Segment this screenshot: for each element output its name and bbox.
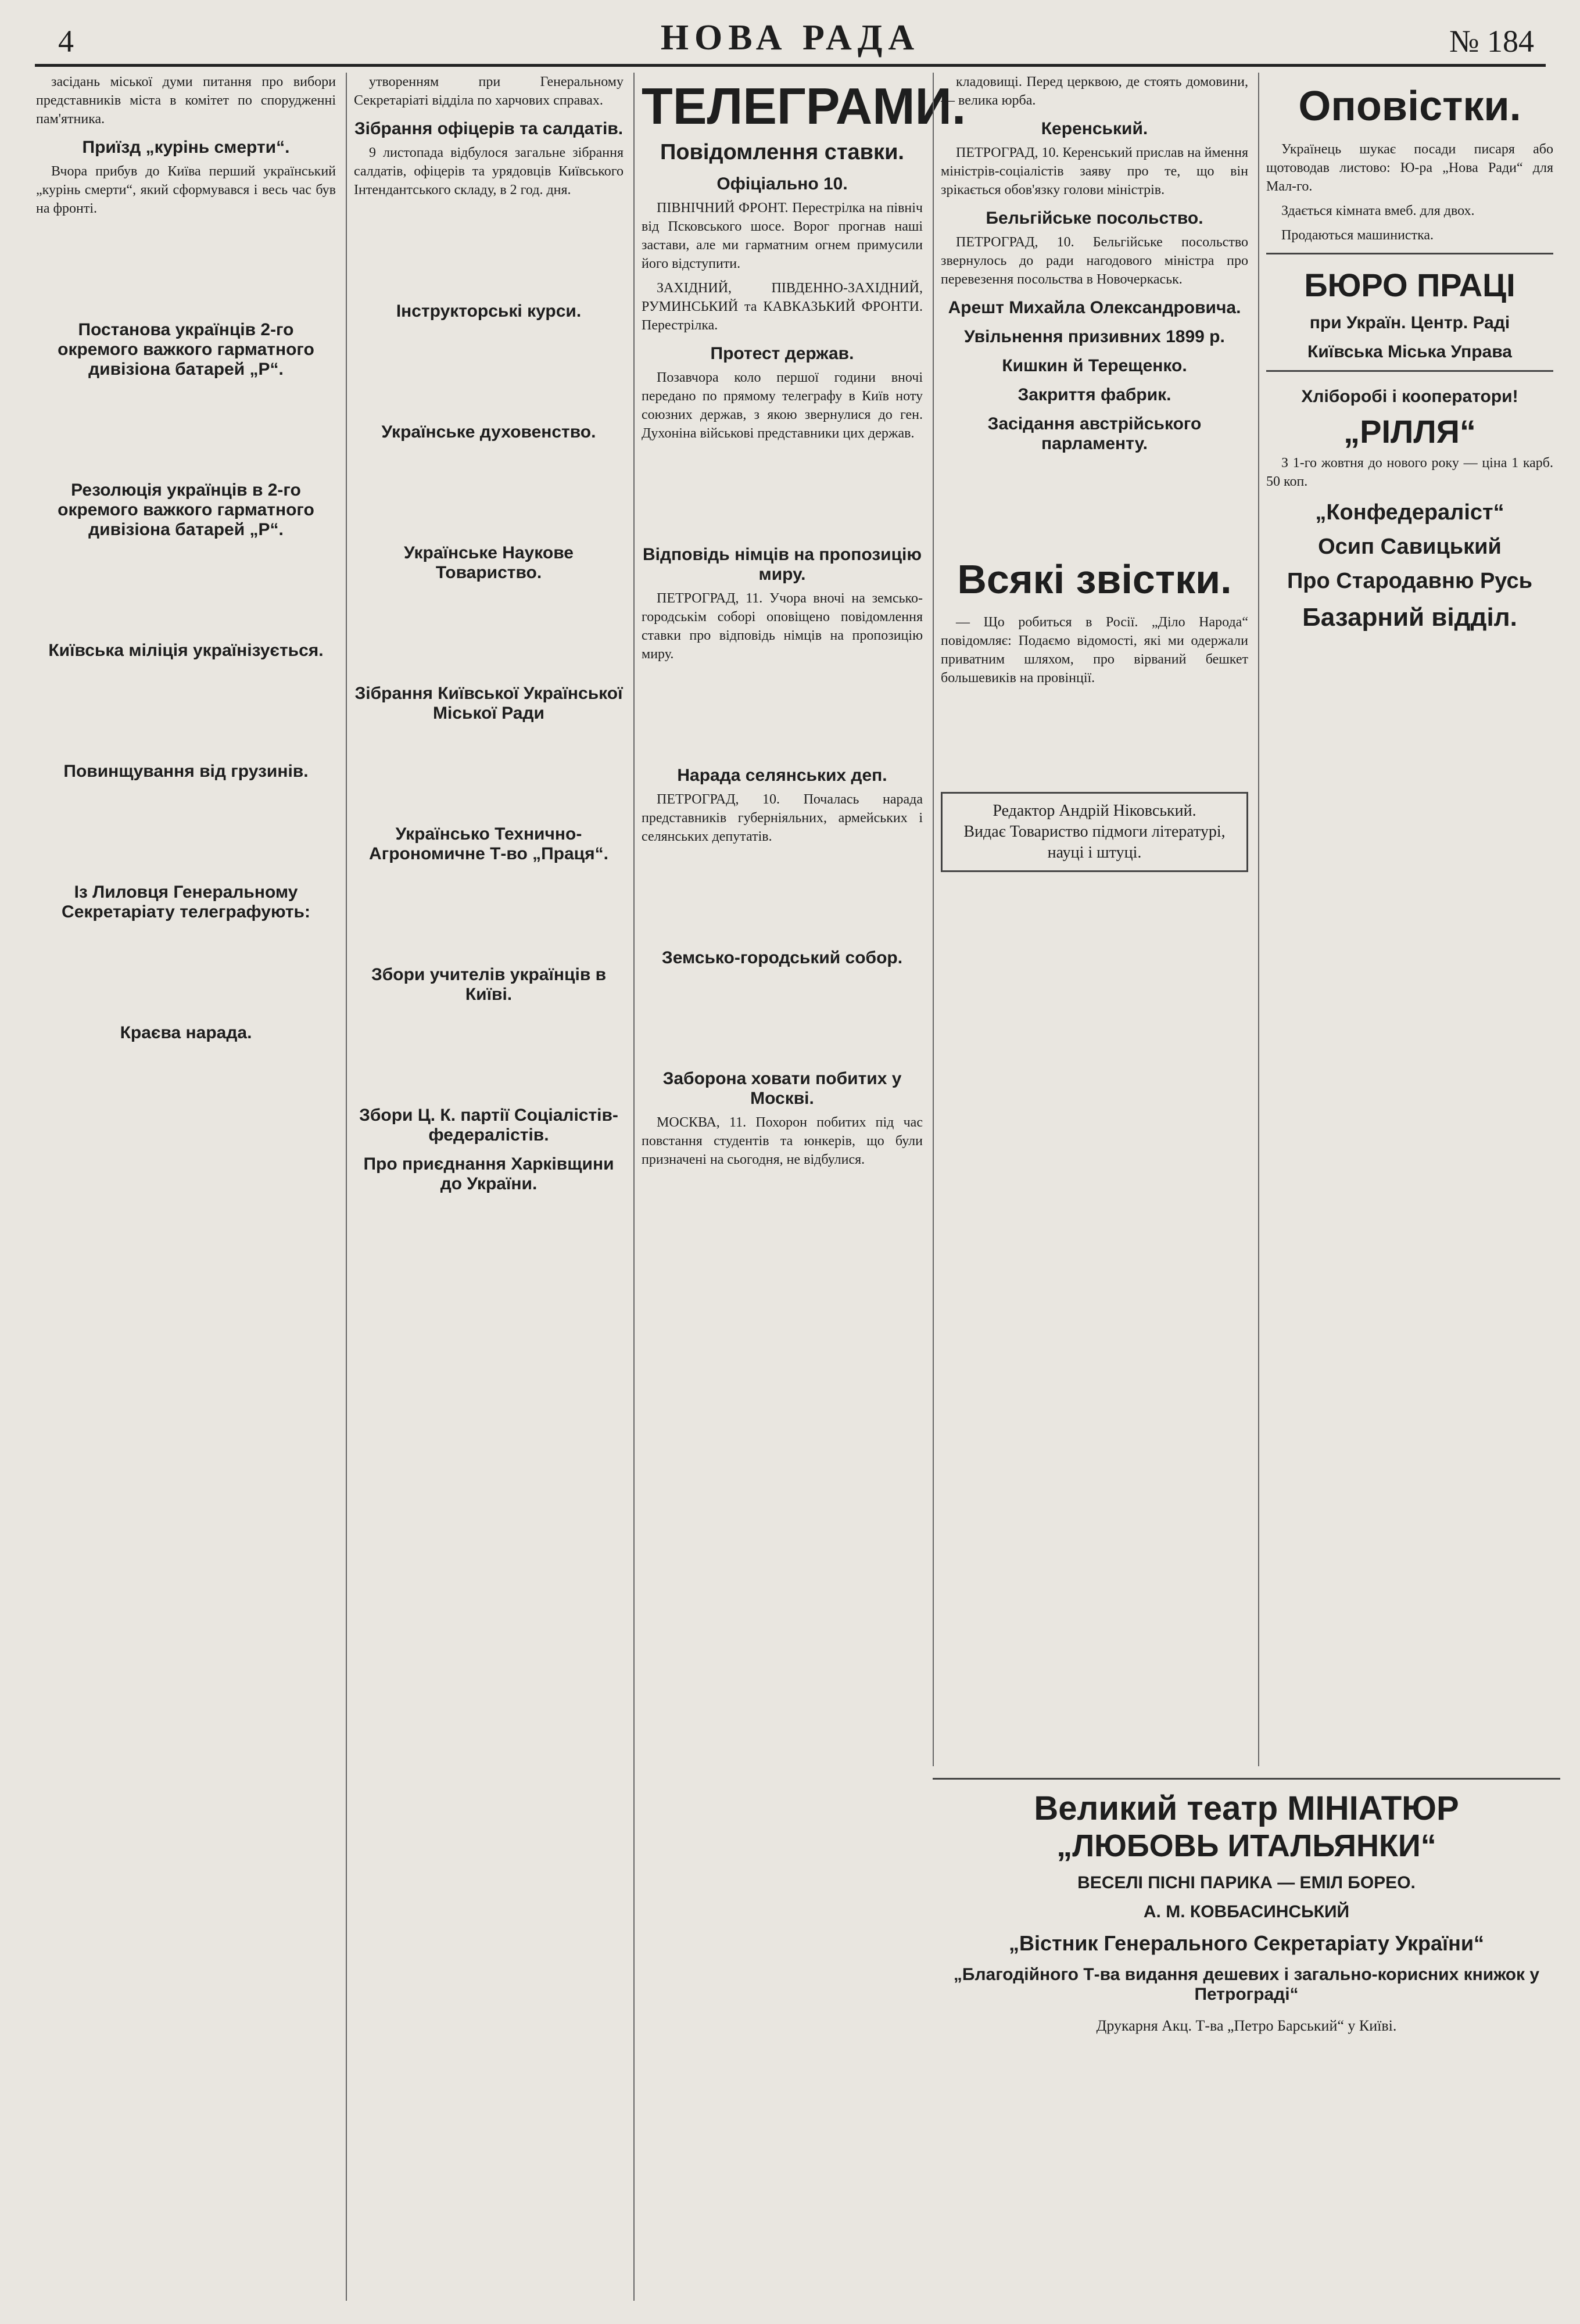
article-text: МОСКВА, 11. Похорон побитих під час повстання студентів та юнкерів, що були призначені на сьогодня, не відбулися.	[642, 1115, 923, 1167]
article-heading: Про приєднання Харківщини до України.	[363, 1154, 614, 1193]
article-heading: Протест держав.	[710, 344, 854, 363]
article-text: ПІВНІЧНИЙ ФРОНТ. Перестрілка на північ від Псковського шосе. Ворог прогнав наші застави, але ми гарматним огнем примусили його відступити.	[642, 200, 923, 271]
article-heading: Земсько-городський собор.	[661, 948, 903, 967]
article-heading: Осип Савицький	[1318, 535, 1502, 559]
article-heading: Українсько Технично-Агрономичне Т-во „Праця“.	[369, 824, 608, 863]
article-heading: Із Лиловця Генеральному Секретаріату телеграфують:	[62, 883, 310, 921]
column-2	[346, 73, 630, 2301]
article-text: Позавчора коло першої години вночі передано по прямому телеграфу в Київ ноту союзних держав, з якою звернулися до ген. Духоніна військові представники цих держав.	[642, 370, 923, 441]
omitted-text-block	[354, 728, 624, 815]
omitted-text-block	[354, 447, 624, 534]
article-text: ЗАХІДНИЙ, ПІВДЕННО-ЗАХІДНИЙ, РУМИНСЬКИЙ та КАВКАЗЬКИЙ ФРОНТИ. Перестрілка.	[642, 281, 923, 333]
article-text: ПЕТРОГРАД, 11. Учора вночі на земсько-городськім соборі оповіщено повідомлення ставки про відповідь німців на пропозицію миру.	[642, 591, 923, 662]
column-3	[633, 73, 966, 2301]
omitted-text-block	[642, 669, 923, 756]
article-heading: Закриття фабрик.	[1017, 385, 1171, 404]
article-heading: Про Стародавню Русь	[1287, 569, 1532, 593]
article-text: Вчора прибув до Київа перший український „курінь смерти“, який сформувався і весь час був на фронті.	[36, 164, 336, 216]
omitted-text-block	[941, 458, 1248, 546]
omitted-text-block	[642, 449, 923, 536]
article-heading: Краєва нарада.	[120, 1023, 252, 1042]
issue-number: № 184	[1449, 24, 1534, 59]
article-heading: Арешт Михайла Олександровича.	[948, 298, 1241, 317]
ad-title: БЮРО ПРАЦІ	[1304, 267, 1515, 303]
omitted-text-block	[354, 205, 624, 292]
omitted-text-block	[941, 693, 1248, 780]
article-heading: Київська Міська Управа	[1307, 342, 1512, 361]
omitted-text-block	[36, 224, 336, 311]
news-title: Всякі звістки.	[957, 557, 1232, 602]
article-heading: Інструкторські курси.	[396, 302, 582, 321]
theatre-benefit: А. М. КОВБАСИНСЬКИЙ	[1143, 1902, 1350, 1921]
omitted-text-block	[36, 665, 336, 752]
article-heading: Базарний відділ.	[1302, 603, 1517, 632]
theatre-play: „ЛЮБОВЬ ИТАЛЬЯНКИ“	[1056, 1828, 1436, 1863]
article-heading: Українське Наукове Товариство.	[404, 543, 574, 582]
article-heading: Нарада селянських деп.	[677, 766, 887, 785]
ad-text: З 1-го жовтня до нового року — ціна 1 карб. 50 коп.	[1266, 456, 1553, 489]
omitted-text-block	[36, 927, 336, 1014]
ad-subtitle: Хліборобі і кооператори!	[1301, 387, 1518, 406]
article-heading: Засідання австрійського парламенту.	[987, 414, 1202, 453]
article-heading: „Конфедераліст“	[1315, 500, 1504, 525]
section-subtitle: Повідомлення ставки.	[660, 140, 904, 164]
article-heading: Увільнення призивних 1899 р.	[964, 327, 1225, 346]
herald-title: „Вістник Генерального Секретаріату України“	[1008, 1931, 1484, 1955]
article-heading: Українське духовенство.	[381, 422, 596, 442]
article-heading: Зібрання офіцерів та салдатів.	[354, 119, 624, 138]
article-heading: Офіціально 10.	[716, 174, 848, 193]
omitted-text-block	[354, 1009, 624, 1096]
article-text: 9 листопада відбулося загальне зібрання салдатів, офіцерів та урядовців Київського Інтендантського складу, в 2 год. дня.	[354, 145, 624, 198]
theatre-songs: ВЕСЕЛІ ПІСНІ ПАРИКА — ЕМІЛ БОРЕО.	[1077, 1873, 1416, 1892]
article-text: ПЕТРОГРАД, 10. Бельгійське посольство звернулось до ради нагодового міністра про перевезення посольства в Новочеркаськ.	[941, 235, 1248, 287]
editor-line: Редактор Андрій Ніковський.	[993, 802, 1196, 820]
article-heading: Постанова українців 2-го окремого важкого гарматного дивізіона батарей „Р“.	[58, 320, 314, 379]
page-number: 4	[58, 24, 74, 59]
article-text: ПЕТРОГРАД, 10. Керенський прислав на ймення міністрів-соціалістів заяву про те, що він зрікається обов'язку голови міністрів.	[941, 145, 1248, 198]
omitted-text-block	[36, 786, 336, 873]
omitted-text-block	[354, 587, 624, 675]
ad-text: Здається кімната вмеб. для двох.	[1281, 203, 1475, 218]
charity-title: „Благодійного Т-ва видання дешевих і загально-корисних книжок у Петрограді“	[953, 1965, 1540, 2004]
article-heading: Заборона ховати побитих у Москві.	[662, 1069, 902, 1108]
article-heading: Збори учителів українців в Київі.	[371, 965, 607, 1004]
bottom-ads	[933, 1778, 1560, 2035]
rillia-ad	[1266, 370, 1553, 491]
ad-title: „РІЛЛЯ“	[1343, 413, 1476, 450]
column-1	[29, 73, 343, 2301]
omitted-text-block	[354, 869, 624, 956]
column-5	[1258, 73, 1560, 1766]
article-text: — Що робиться в Росії. „Діло Народа“ повідомляє: Подаємо відомості, які ми одержали приватним шляхом, про вірваний бешкет большевиків на провінції.	[941, 615, 1248, 686]
article-text: утворенням при Генеральному Секретаріаті відділа по харчових справах.	[354, 74, 624, 108]
publisher-line: Видає Товариство підмоги літературі, науці і штуці.	[963, 823, 1226, 862]
telegrams-title: ТЕЛЕГРАМИ.	[642, 77, 966, 135]
printer-line: Друкарня Акц. Т-ва „Петро Барський“ у Київі.	[1096, 2017, 1397, 2034]
ad-text: Продаються машинистка.	[1281, 228, 1434, 243]
omitted-text-block	[36, 384, 336, 471]
article-heading: Повинщування від грузинів.	[63, 762, 309, 781]
article-heading: Відповідь німців на пропозицію миру.	[643, 545, 922, 584]
article-heading: Зібрання Київської Української Міської Ради	[354, 684, 623, 723]
article-heading: Збори Ц. К. партії Соціалістів-федералістів.	[359, 1106, 618, 1145]
newspaper-title: НОВА РАДА	[660, 18, 920, 58]
bureau-ad	[1266, 253, 1553, 333]
editor-box	[941, 792, 1248, 872]
article-heading: Приїзд „курінь смерти“.	[82, 138, 290, 157]
article-heading: Керенський.	[1041, 119, 1148, 138]
article-heading: Кишкин й Терещенко.	[1002, 356, 1187, 375]
article-heading: Резолюція українців в 2-го окремого важкого гарматного дивізіона батарей „Р“.	[58, 480, 314, 539]
announcements-title: Оповістки.	[1298, 83, 1521, 130]
article-text: засідань міської думи питання про вибори представників міста в комітет по спорудженні пам'ятника.	[36, 74, 336, 127]
article-text: кладовищі. Перед церквою, де стоять домовини, — велика юрба.	[941, 74, 1248, 108]
omitted-text-block	[642, 973, 923, 1060]
masthead	[35, 17, 1546, 67]
ad-text: Українець шукає посади писаря або щотоводав листово: Ю-ра „Нова Ради“ для Мал-го.	[1266, 142, 1553, 194]
article-heading: Київська міліція українізується.	[48, 641, 324, 660]
theatre-title: Великий театр МІНІАТЮР	[1034, 1789, 1459, 1827]
ad-subtitle: при Україн. Центр. Раді	[1309, 313, 1510, 332]
article-text: ПЕТРОГРАД, 10. Почалась нарада представників губерніяльних, армейських і селянських депутатів.	[642, 792, 923, 844]
omitted-text-block	[36, 544, 336, 632]
omitted-text-block	[642, 852, 923, 939]
omitted-text-block	[354, 326, 624, 413]
column-4	[933, 73, 1255, 1766]
article-heading: Бельгійське посольство.	[986, 209, 1203, 228]
